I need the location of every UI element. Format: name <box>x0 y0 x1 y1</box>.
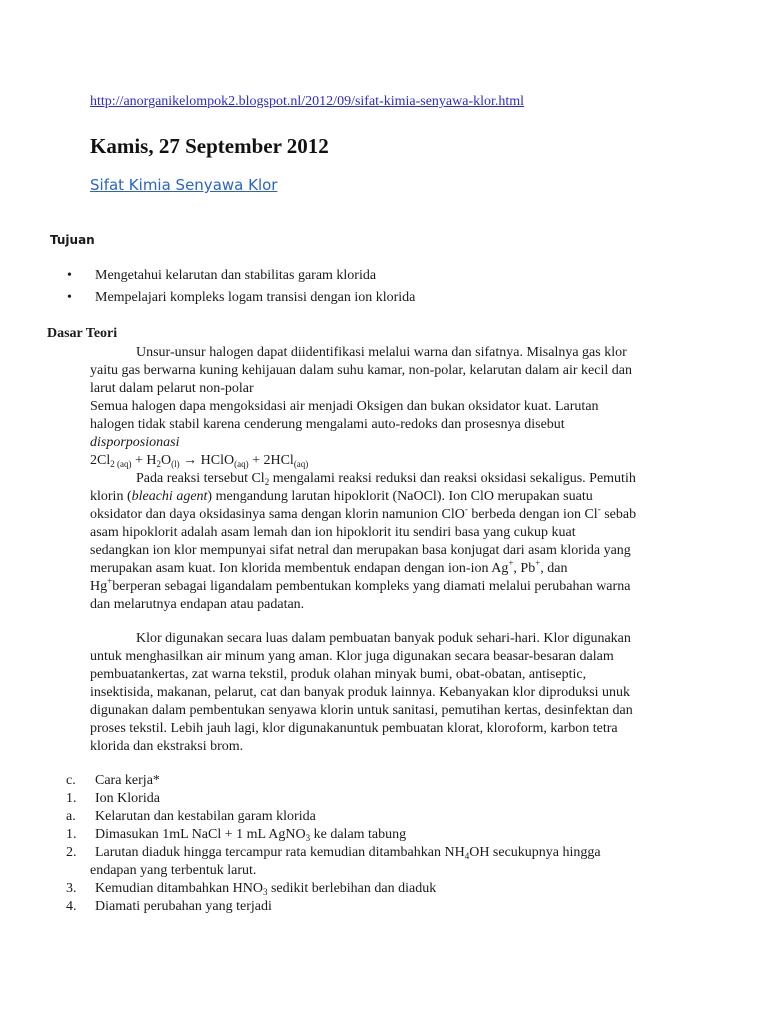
text-line: disporposionasi <box>90 435 180 450</box>
text-line: halogen tidak stabil karena cenderung mengalami auto-redoks dan prosesnya disebut <box>90 417 565 432</box>
text-line: Klor digunakan secara luas dalam pembuatan banyak poduk sehari-hari. Klor digunakan <box>136 631 631 646</box>
text-line: digunakan dalam pembentukan senyawa klorin untuk sanitasi, pemutihan kertas, desinfektan dan <box>90 703 633 718</box>
text-line: merupakan asam kuat. Ion klorida membentuk endapan dengan ion-ion Ag+, Pb+, dan <box>90 558 568 576</box>
text-line: dan melarutnya endapan atau padatan. <box>90 597 305 612</box>
paragraph-dasar-teori <box>90 344 636 614</box>
text-line: sedangkan ion klor mempunyai sifat netral dan merupakan basa konjugat dari asam klorida yang <box>90 543 631 558</box>
text-line: klorida dan ekstraksi brom. <box>90 739 244 754</box>
text-line: Unsur-unsur halogen dapat diidentifikasi melalui warna dan sifatnya. Misalnya gas klor <box>136 345 627 360</box>
list-item <box>66 899 706 917</box>
section-heading-dasar-teori: Dasar Teori <box>47 326 118 341</box>
text-line: Semua halogen dapa mengoksidasi air menjadi Oksigen dan bukan oksidator kuat. Larutan <box>90 399 599 414</box>
list-marker: c. <box>66 773 76 788</box>
list-item <box>66 881 706 899</box>
list-item-text: Kemudian ditambahkan $HNO_3$ sedikit berlebihan dan diaduk <box>95 881 437 897</box>
text-line: oksidator dan daya oksidasinya sama dengan klorin namunion ClO- berbeda dengan ion Cl- sebab <box>90 504 637 522</box>
text-line: untuk menghasilkan air minum yang aman. Klor juga digunakan secara beasar-besaran dalam <box>90 649 614 664</box>
text-line: insektisida, makanan, pelarut, cat dan banyak produk lainnya. Kebanyakan klor diproduksi unuk <box>90 685 631 700</box>
text-line: Hg+berperan sebagai ligandalam pembentukan kompleks yang diamati melalui perubahan warna <box>90 576 631 594</box>
list-item-text: endapan yang terbentuk larut. <box>90 863 257 878</box>
list-item-continuation <box>66 863 706 881</box>
list-marker: a. <box>66 809 76 824</box>
text-line: pembuatankertas, zat warna tekstil, produk olahan minyak bumi, obat-obatan, antiseptic, <box>90 667 587 682</box>
paragraph-klor-usage <box>90 630 633 756</box>
list-item-text: Larutan diaduk hingga tercampur rata kemudian ditambahkan $NH_4OH$ secukupnya hingga <box>95 845 601 861</box>
section-heading-tujuan: Tujuan <box>50 233 95 247</box>
list-item <box>66 773 706 791</box>
list-marker: 3. <box>66 881 77 896</box>
list-marker: 4. <box>66 899 77 914</box>
list-item-text: Dimasukan 1mL NaCl + 1 mL AgNO$_3$ ke dalam tabung <box>95 827 407 843</box>
list-item <box>66 845 706 863</box>
list-item <box>66 827 706 845</box>
post-date: Kamis, 27 September 2012 <box>90 134 329 158</box>
text-line: proses tekstil. Lebih jauh lagi, klor digunakanuntuk pembuatan klorat, kloroform, karbon tetra <box>90 721 618 736</box>
list-item-text: Ion Klorida <box>95 791 160 806</box>
list-marker: 2. <box>66 845 77 860</box>
list-item <box>67 268 467 286</box>
list-item <box>66 809 706 827</box>
text-line: klorin (bleachi agent) mengandung larutan hipoklorit (NaOCl). Ion ClO merupakan suatu <box>90 489 593 504</box>
list-item <box>66 791 706 809</box>
list-marker: 1. <box>66 791 77 806</box>
list-marker: 1. <box>66 827 77 842</box>
list-item-text: Cara kerja* <box>95 773 160 788</box>
chemical-equation: $2Cl_{2 (aq)} + H_2O_{(l)}$ → HClO$_{(aq)}$ + 2HCl$_{(aq)}$ <box>90 453 309 469</box>
list-item-text: Kelarutan dan kestabilan garam klorida <box>95 809 316 824</box>
procedure-list <box>66 773 706 917</box>
text-line: Pada reaksi tersebut $Cl_2$ mengalami reaksi reduksi dan reaksi oksidasi sekaligus. Pemutih <box>136 471 636 487</box>
bullet-icon: • <box>67 290 72 305</box>
text-line: asam hipoklorit adalah asam lemah dan ion hipoklorit itu sendiri basa yang cukup kuat <box>90 525 576 540</box>
source-url-link[interactable]: http://anorganikelompok2.blogspot.nl/2012/09/sifat-kimia-senyawa-klor.html <box>90 94 525 109</box>
list-item <box>67 290 517 308</box>
bullet-text: Mengetahui kelarutan dan stabilitas garam klorida <box>95 268 377 283</box>
post-title-link[interactable]: Sifat Kimia Senyawa Klor <box>90 176 278 194</box>
bullet-icon: • <box>67 268 72 283</box>
arrow-icon: → <box>179 453 201 468</box>
text-line: yaitu gas berwarna kuning kehijauan dalam suhu kamar, non-polar, kelarutan dalam air kecil dan <box>90 363 632 378</box>
text-line: larut dalam pelarut non-polar <box>90 381 254 396</box>
bullet-text: Mempelajari kompleks logam transisi dengan ion klorida <box>95 290 416 305</box>
list-item-text: Diamati perubahan yang terjadi <box>95 899 272 914</box>
